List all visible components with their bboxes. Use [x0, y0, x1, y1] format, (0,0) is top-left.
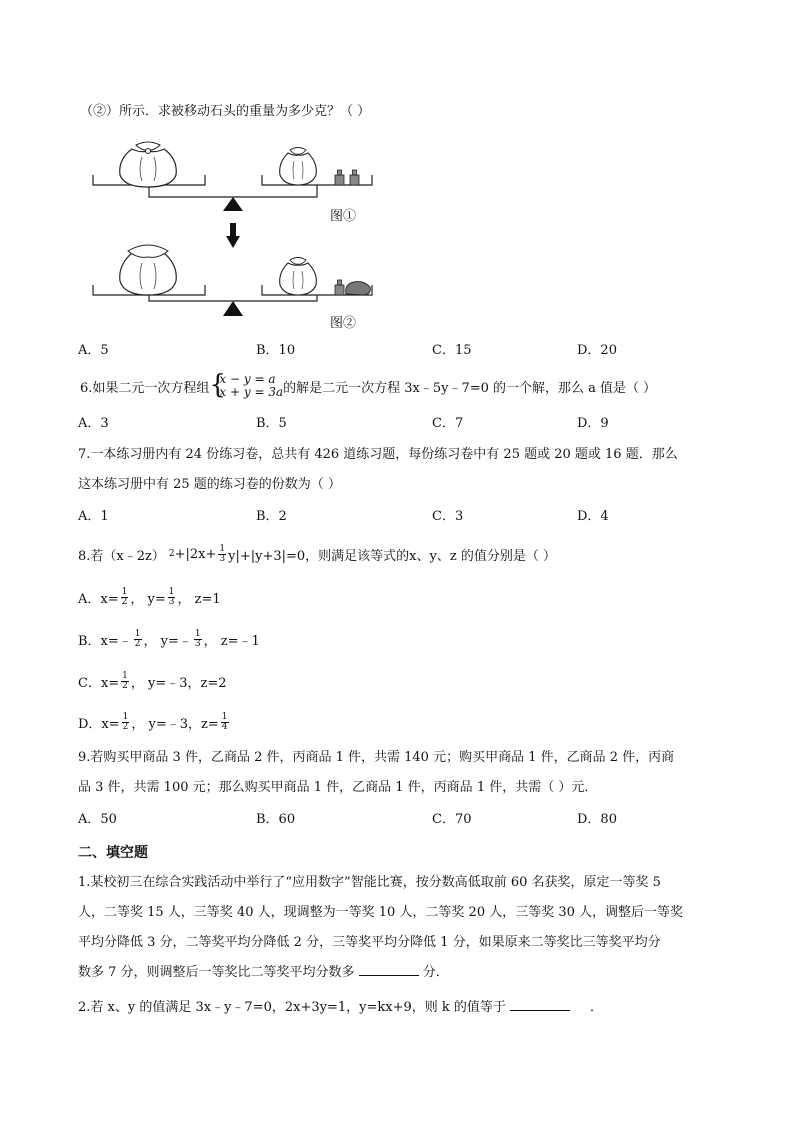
fill-q2-end: ．: [590, 1000, 604, 1015]
q9-option-d: D．80: [577, 812, 617, 827]
q9-line-2: 品 3 件，共需 100 元；那么购买甲商品 1 件，乙商品 1 件，丙商品 1 件，共需（ ）元．: [78, 780, 598, 795]
q5-option-c: C．15: [432, 343, 472, 358]
fraction-denominator: 3: [219, 553, 226, 564]
option-text: ， y=﹣3，z=: [131, 716, 219, 732]
fraction: [121, 672, 129, 691]
fraction: [221, 713, 229, 732]
q8-option-a: [78, 584, 221, 610]
fraction-denominator: 2: [121, 596, 128, 607]
fraction-numerator: 1: [122, 670, 128, 681]
brace-icon: {: [209, 370, 226, 400]
q8-option-d: [78, 709, 231, 735]
option-text: D．x=: [78, 716, 120, 732]
money-bag-icon: [280, 148, 317, 186]
fill-q1-line-1: 1.某校初三在综合实践活动中举行了“应用数字”智能比赛，按分数高低取前 60 名获奖，原定一等奖 5: [78, 875, 661, 890]
fill-q1-line-2: 人，二等奖 15 人，三等奖 40 人，现调整为一等奖 10 人，二等奖 20 人，三等奖 30 人，调整后一等奖: [78, 905, 684, 920]
weight-icon: [335, 280, 344, 295]
q9-line-1: 9.若购买甲商品 3 件，乙商品 2 件，丙商品 1 件，共需 140 元；购买甲商品 1 件，乙商品 2 件，丙商: [78, 750, 675, 765]
balance-1: [93, 142, 372, 211]
q8-mid: +|2x+: [174, 546, 217, 562]
q8-post: y|+|y+3|=0，则满足该等式的x、y、z 的值分别是（ ）: [228, 548, 556, 564]
fraction: [218, 545, 226, 564]
q9-option-b: B．60: [256, 812, 296, 827]
fraction-numerator: 1: [221, 711, 228, 722]
fraction-numerator: 1: [168, 586, 175, 597]
option-text: ， z=﹣1: [203, 633, 260, 649]
q6-post: 的解是二元一次方程 3x﹣5y﹣7=0 的一个解，那么 a 值是（ ）: [283, 380, 657, 396]
answer-blank[interactable]: [510, 1010, 570, 1011]
q9-option-c: C．70: [432, 812, 472, 827]
fraction-denominator: 3: [168, 596, 175, 607]
q5-option-a: A．5: [78, 343, 109, 358]
equation-system: [209, 370, 284, 400]
down-arrow-icon: [226, 223, 240, 248]
fill-q1-text: 数多 7 分，则调整后一等奖比二等奖平均分数多: [78, 965, 359, 980]
fill-q2-text: 2.若 x、y 的值满足 3x﹣y﹣7=0，2x+3y=1，y=kx+9，则 k 的值等于: [78, 1000, 511, 1015]
fraction-denominator: 3: [194, 638, 201, 649]
fraction: [122, 713, 130, 732]
option-text: B．x=﹣: [78, 633, 132, 649]
fraction: [134, 630, 142, 649]
fraction-numerator: 1: [194, 628, 201, 639]
fraction-numerator: 1: [122, 711, 129, 722]
money-bag-icon: [120, 245, 177, 295]
fraction-denominator: 2: [122, 721, 129, 732]
fraction-numerator: 1: [219, 543, 226, 554]
fill-q2-line: [78, 998, 603, 1018]
option-text: C．x=: [78, 675, 120, 691]
fraction-numerator: 1: [121, 586, 128, 597]
weight-icon: [350, 170, 359, 185]
q8-pre: 8.若（x﹣2z）: [78, 548, 165, 564]
q5-option-b: B．10: [256, 343, 296, 358]
answer-blank[interactable]: [359, 975, 419, 976]
fraction-denominator: 2: [122, 680, 128, 691]
option-text: A．x=: [78, 591, 119, 607]
q5-option-d: D．20: [577, 343, 617, 358]
q7-line-1: 7.一本练习册内有 24 份练习卷，总共有 426 道练习题，每份练习卷中有 25 题或 20 题或 16 题．那么: [78, 447, 678, 462]
fraction-numerator: 1: [134, 628, 141, 639]
weight-icon: [335, 170, 344, 185]
fill-q1-end: 分．: [418, 965, 449, 980]
money-bag-icon: [120, 142, 177, 187]
q6-option-b: B．5: [256, 416, 287, 431]
q6-option-c: C．7: [432, 416, 464, 431]
q7-option-c: C．3: [432, 509, 464, 524]
q8-option-b: [78, 626, 260, 652]
figure-2-label: 图②: [330, 316, 357, 331]
q9-option-a: A．50: [78, 812, 117, 827]
stone-icon: [346, 282, 371, 295]
equation-2: x + y = 3a: [219, 385, 284, 399]
balance-scale-figure: [80, 135, 380, 335]
balance-2: [93, 245, 372, 316]
q7-option-b: B．2: [256, 509, 287, 524]
fraction-denominator: 4: [221, 721, 228, 732]
fraction: [168, 588, 176, 607]
q5-intro: （②）所示．求被移动石头的重量为多少克？（ ）: [80, 104, 371, 119]
q6-option-a: A．3: [78, 416, 109, 431]
money-bag-icon: [280, 258, 317, 296]
q8-question: [78, 540, 556, 568]
figure-1-label: 图①: [330, 209, 357, 224]
option-text: ， z=1: [177, 591, 221, 607]
equation-1: x − y = a: [219, 372, 276, 386]
option-text: ， y=﹣3，z=2: [130, 675, 227, 691]
q8-exponent: 2: [168, 549, 175, 559]
q6-question: [80, 371, 656, 401]
q8-option-c: [78, 668, 227, 694]
fraction: [121, 588, 129, 607]
fill-q1-line-4: [78, 963, 449, 983]
q7-option-d: D．4: [577, 509, 609, 524]
option-text: ， y=﹣: [143, 633, 192, 649]
q6-pre: 6.如果二元一次方程组: [80, 380, 210, 396]
q6-option-d: D．9: [577, 416, 609, 431]
fraction: [194, 630, 202, 649]
fraction-denominator: 2: [134, 638, 141, 649]
option-text: ， y=: [130, 591, 166, 607]
q7-option-a: A．1: [78, 509, 109, 524]
q7-line-2: 这本练习册中有 25 题的练习卷的份数为（ ）: [78, 477, 341, 492]
fill-q1-line-3: 平均分降低 3 分，二等奖平均分降低 2 分，三等奖平均分降低 1 分，如果原来二等奖比三等奖平均分: [78, 935, 661, 950]
section-heading: 二、填空题: [78, 845, 148, 861]
